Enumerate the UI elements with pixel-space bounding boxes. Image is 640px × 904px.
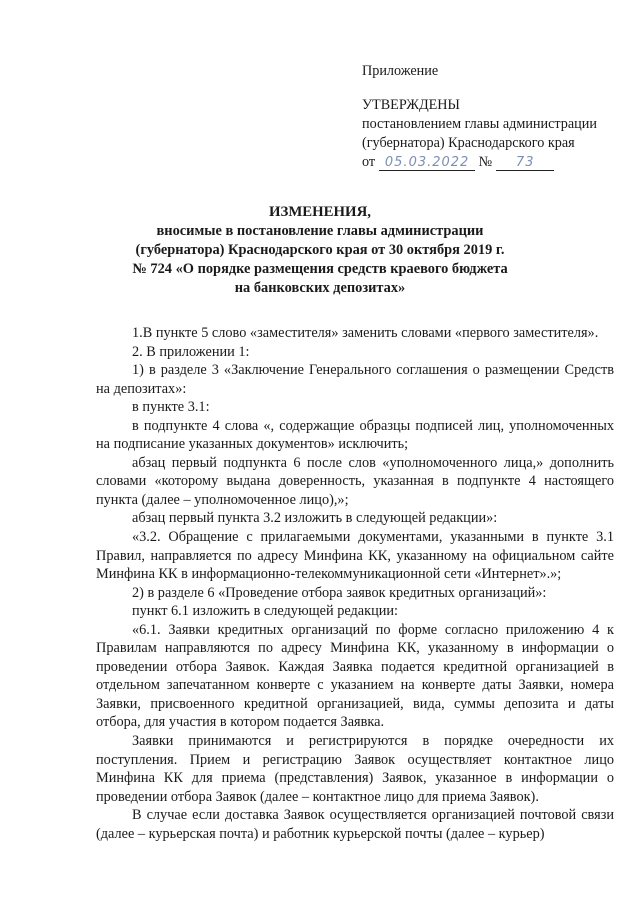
- handwritten-date: 05.03.2022: [379, 155, 475, 171]
- approved-label: УТВЕРЖДЕНЫ: [362, 97, 460, 113]
- date-number-line: [362, 153, 622, 172]
- title-line-3: № 724 «О порядке размещения средств краевого бюджета: [132, 261, 508, 277]
- appendix-label: Приложение: [362, 63, 439, 79]
- title-line-1: вносимые в постановление главы администрации: [156, 223, 484, 239]
- paragraph: В случае если доставка Заявок осуществляется организацией почтовой связи (далее – курьерская почта) и работник курьерской почты (далее – курьер): [96, 807, 614, 842]
- paragraph: 2) в разделе 6 «Проведение отбора заявок кредитных организаций»:: [132, 584, 547, 601]
- title-line-4: на банковских депозитах»: [234, 280, 406, 296]
- approval-line-2: (губернатора) Краснодарского края: [362, 135, 575, 151]
- from-label: от: [362, 154, 376, 170]
- number-label: №: [478, 154, 493, 170]
- paragraph: «6.1. Заявки кредитных организаций по форме согласно приложению 4 к Правилам направляются по адресу Минфина КК, указанному в информации о проведении отбора Заявок. Каждая Заявка подается кредитной организацией в отдельном запечатанном конверте с указанием на конверте даты Заявки, номера Заявки, присвоенного кредитной организацией, вида, суммы депозита и даты отбора, для участия в котором подается Заявка.: [96, 621, 614, 731]
- paragraph: 1.В пункте 5 слово «заместителя» заменить словами «первого заместителя».: [132, 325, 599, 341]
- approval-block: [362, 62, 622, 172]
- paragraph: абзац первый подпункта 6 после слов «уполномоченного лица,» дополнить словами «которому выдана доверенность, указанная в подпункте 4 настоящего пункта (далее – уполномоченное лицо),»;: [96, 454, 614, 508]
- document-body: [96, 324, 614, 843]
- paragraph: в пункте 3.1:: [132, 399, 210, 416]
- approval-line-1: постановлением главы администрации: [362, 116, 597, 132]
- paragraph: абзац первый пункта 3.2 изложить в следующей редакции»:: [132, 510, 498, 527]
- paragraph: 1) в разделе 3 «Заключение Генерального соглашения о размещении Средств на депозитах»:: [96, 362, 614, 397]
- paragraph: Заявки принимаются и регистрируются в порядке очередности их поступления. Прием и регистрацию Заявок осуществляет контактное лицо Минфина КК для приема (представления) Заявок, указанное в информации о проведении отбора Заявок (далее – контактное лицо для приема Заявок).: [96, 733, 614, 805]
- paragraph: пункт 6.1 изложить в следующей редакции:: [132, 603, 399, 620]
- paragraph: в подпункте 4 слова «, содержащие образцы подписей лиц, уполномоченных на подписание указанных документов» исключить;: [96, 417, 614, 453]
- paragraph: «3.2. Обращение с прилагаемыми документами, указанными в пункте 3.1 Правил, направляется по адресу Минфина КК, указанному на официальном сайте Минфина КК в информационно-телекоммуникационной сети «Интернет».»;: [96, 529, 614, 583]
- paragraph: 2. В приложении 1:: [132, 343, 250, 360]
- document-title: [120, 203, 520, 298]
- title-line-2: (губернатора) Краснодарского края от 30 октября 2019 г.: [135, 242, 505, 258]
- handwritten-number: 73: [496, 155, 554, 171]
- title-head: ИЗМЕНЕНИЯ,: [269, 204, 371, 220]
